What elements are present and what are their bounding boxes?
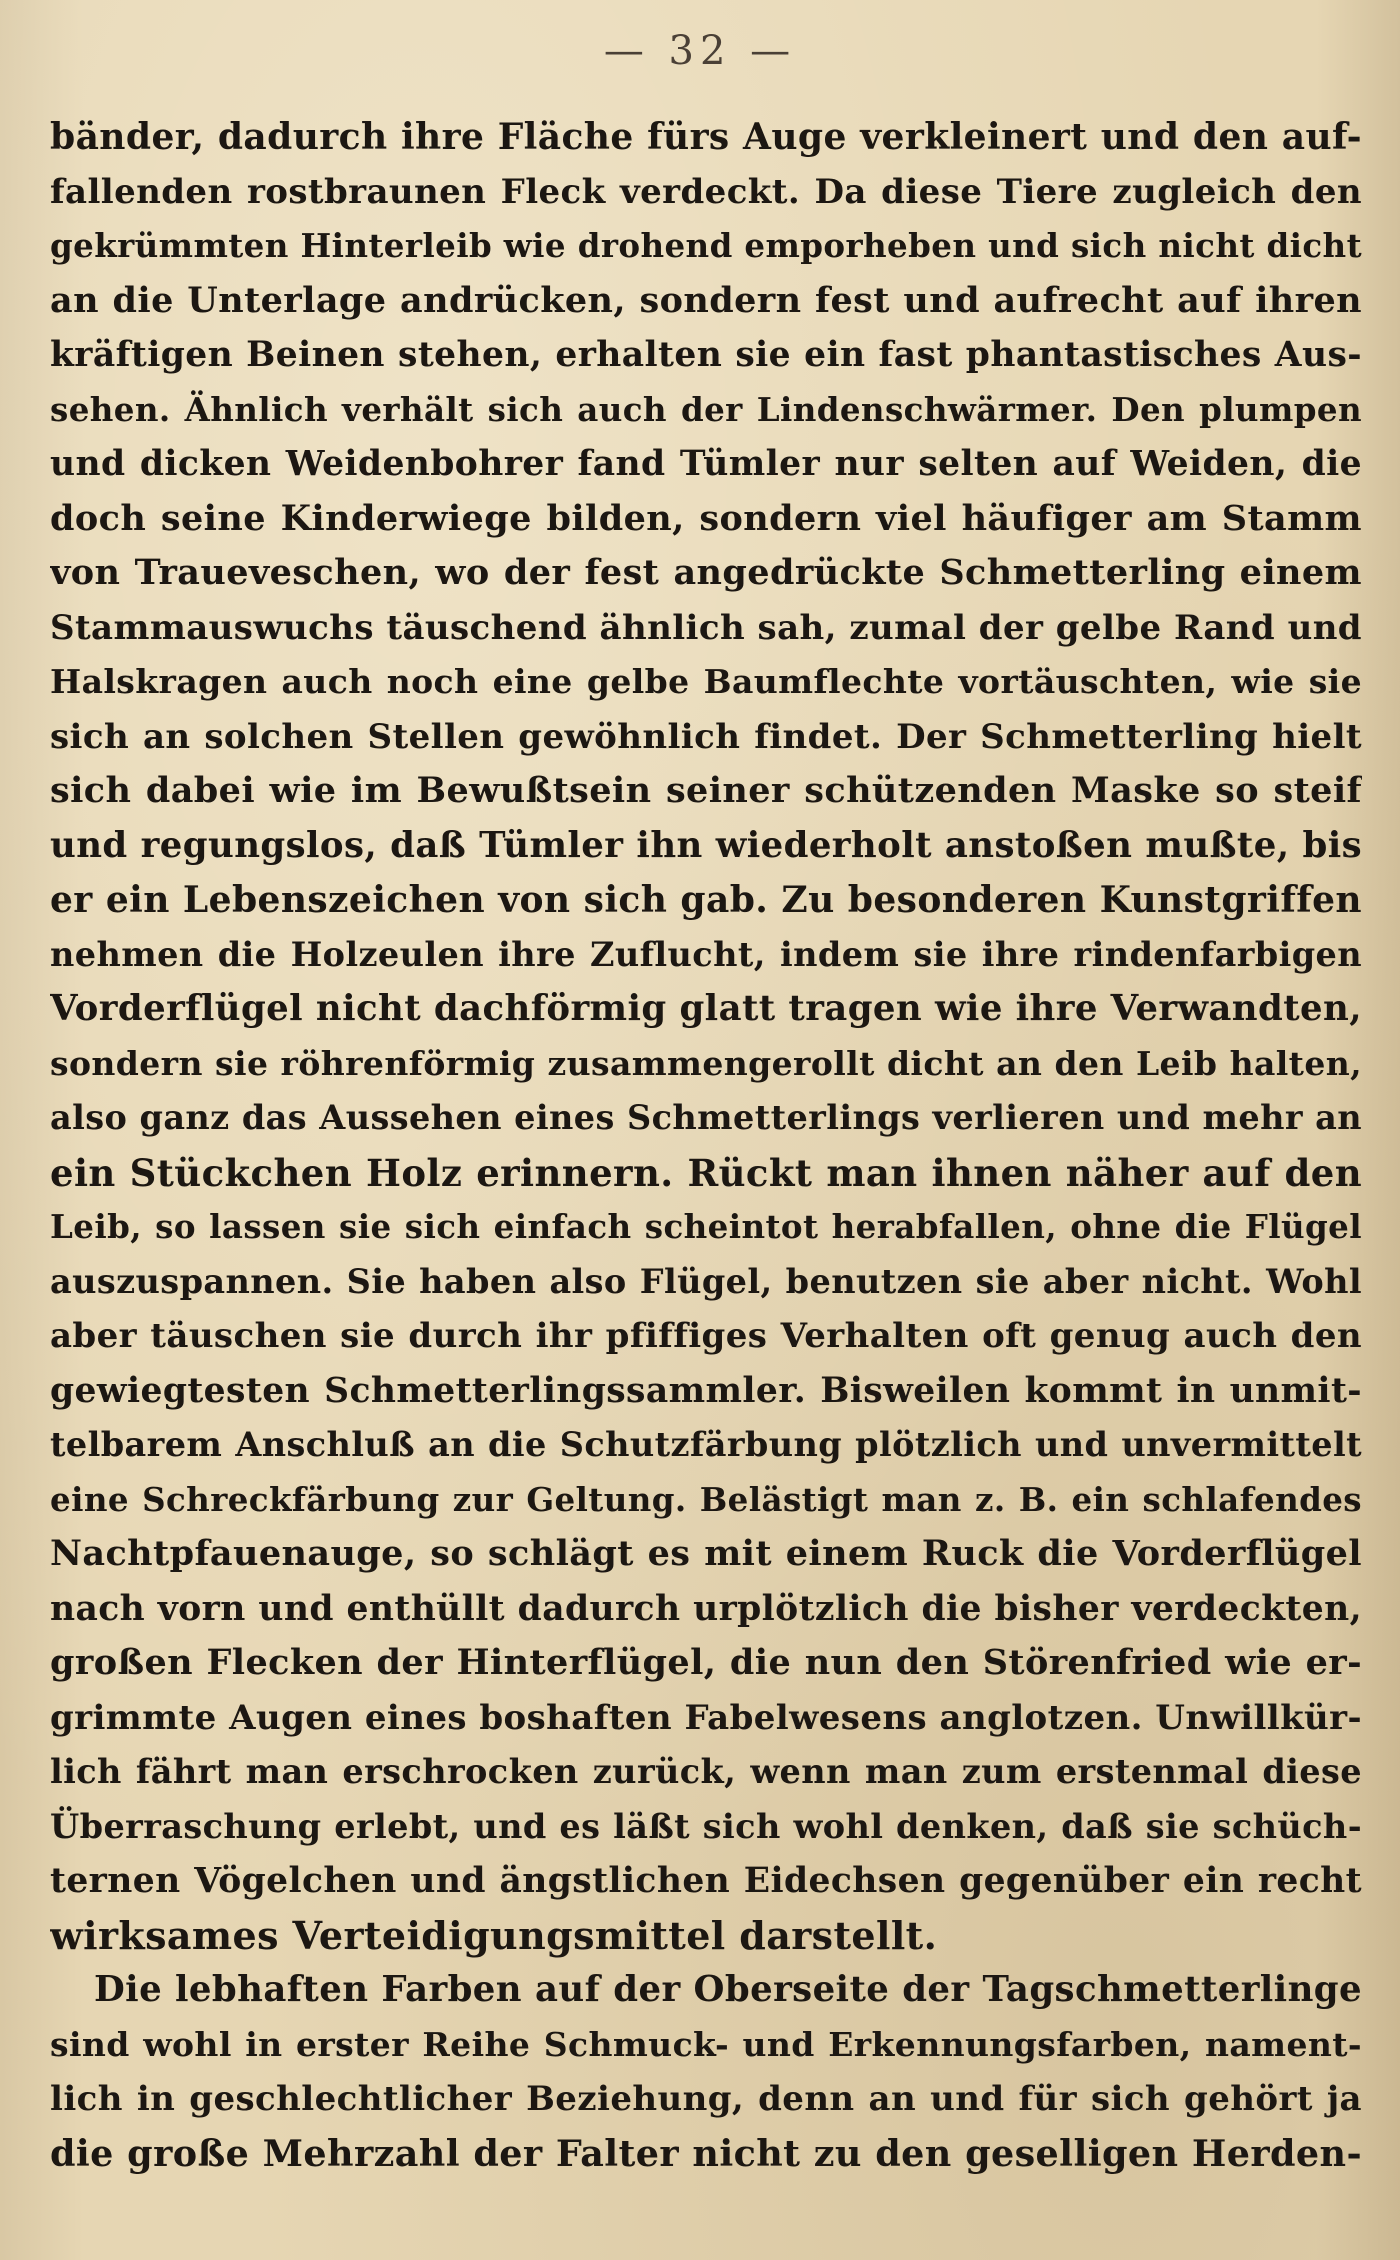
text-line: ein Stückchen Holz erinnern. Rückt man ihnen näher auf den: [50, 1150, 1362, 1195]
text-line: sehen. Ähnlich verhält sich auch der Lindenschwärmer. Den plumpen: [50, 389, 1362, 429]
text-line: ternen Vögelchen und ängstlichen Eidechsen gegenüber ein recht: [50, 1861, 1362, 1901]
text-line: sich dabei wie im Bewußtsein seiner schützenden Maske so steif: [50, 770, 1362, 811]
text-line: sondern sie röhrenförmig zusammengerollt dicht an den Leib halten,: [50, 1043, 1362, 1083]
text-line: eine Schreckfärbung zur Geltung. Belästigt man z. B. ein schlafendes: [50, 1479, 1362, 1519]
text-line: großen Flecken der Hinterflügel, die nun den Störenfried wie er-: [50, 1642, 1362, 1683]
text-line: sich an solchen Stellen gewöhnlich findet. Der Schmetterling hielt: [50, 716, 1362, 757]
paragraph-1: [50, 110, 1362, 1963]
text-line: telbarem Anschluß an die Schutzfärbung plötzlich und unvermittelt: [50, 1425, 1362, 1464]
text-line: grimmte Augen eines boshaften Fabelwesens anglotzen. Unwillkür-: [50, 1697, 1362, 1738]
text-line: Die lebhaften Farben auf der Oberseite der Tagschmetterlinge: [94, 1969, 1362, 2010]
text-line: und dicken Weidenbohrer fand Tümler nur selten auf Weiden, die: [50, 444, 1362, 484]
text-line: fallenden rostbraunen Fleck verdeckt. Da diese Tiere zugleich den: [50, 171, 1362, 212]
text-line: von Traueveschen, wo der fest angedrückte Schmetterling einem: [50, 552, 1362, 593]
text-line: kräftigen Beinen stehen, erhalten sie ein fast phantastisches Aus-: [50, 335, 1362, 375]
text-line: Stammauswuchs täuschend ähnlich sah, zumal der gelbe Rand und: [50, 607, 1362, 648]
text-line: Vorderflügel nicht dachförmig glatt tragen wie ihre Verwandten,: [50, 988, 1362, 1029]
text-line: nach vorn und enthüllt dadurch urplötzlich die bisher verdeckten,: [50, 1588, 1362, 1629]
text-line: sind wohl in erster Reihe Schmuck- und Erkennungsfarben, nament-: [50, 2024, 1362, 2064]
text-line: auszuspannen. Sie haben also Flügel, benutzen sie aber nicht. Wohl: [50, 1261, 1362, 1301]
page-number: — 32 —: [603, 28, 797, 74]
text-line: bänder, dadurch ihre Fläche fürs Auge verkleinert und den auf-: [50, 116, 1362, 158]
text-line: lich in geschlechtlicher Beziehung, denn an und für sich gehört ja: [50, 2079, 1362, 2119]
text-line: doch seine Kinderwiege bilden, sondern viel häufiger am Stamm: [50, 497, 1362, 539]
text-line: Leib, so lassen sie sich einfach scheintot herabfallen, ohne die Flügel: [50, 1207, 1362, 1246]
text-line: also ganz das Aussehen eines Schmetterlings verlieren und mehr an: [50, 1098, 1362, 1137]
text-line: gewiegtesten Schmetterlingssammler. Bisweilen kommt in unmit-: [50, 1370, 1362, 1411]
text-line: nehmen die Holzeulen ihre Zuflucht, indem sie ihre rindenfarbigen: [50, 934, 1362, 974]
text-line: und regungslos, daß Tümler ihn wiederholt anstoßen mußte, bis: [50, 824, 1362, 866]
text-line: Halskragen auch noch eine gelbe Baumflechte vortäuschten, wie sie: [50, 662, 1362, 701]
text-line: Überraschung erlebt, und es läßt sich wohl denken, daß sie schüch-: [50, 1806, 1362, 1846]
body-text: [50, 110, 1362, 2181]
text-line: er ein Lebenszeichen von sich gab. Zu besonderen Kunstgriffen: [50, 879, 1362, 921]
text-line: gekrümmten Hinterleib wie drohend emporheben und sich nicht dicht: [50, 226, 1362, 265]
text-line: aber täuschen sie durch ihr pfiffiges Verhalten oft genug auch den: [50, 1316, 1362, 1356]
text-line: lich fährt man erschrocken zurück, wenn man zum erstenmal diese: [50, 1752, 1362, 1791]
paragraph-2: [50, 1963, 1362, 2181]
text-line: an die Unterlage andrücken, sondern fest und aufrecht auf ihren: [50, 279, 1362, 321]
text-line: Nachtpfauenauge, so schlägt es mit einem Ruck die Vorderflügel: [50, 1533, 1362, 1574]
text-line: wirksames Verteidigungsmittel darstellt.: [50, 1912, 938, 1958]
text-line: die große Mehrzahl der Falter nicht zu den geselligen Herden-: [50, 2131, 1362, 2175]
